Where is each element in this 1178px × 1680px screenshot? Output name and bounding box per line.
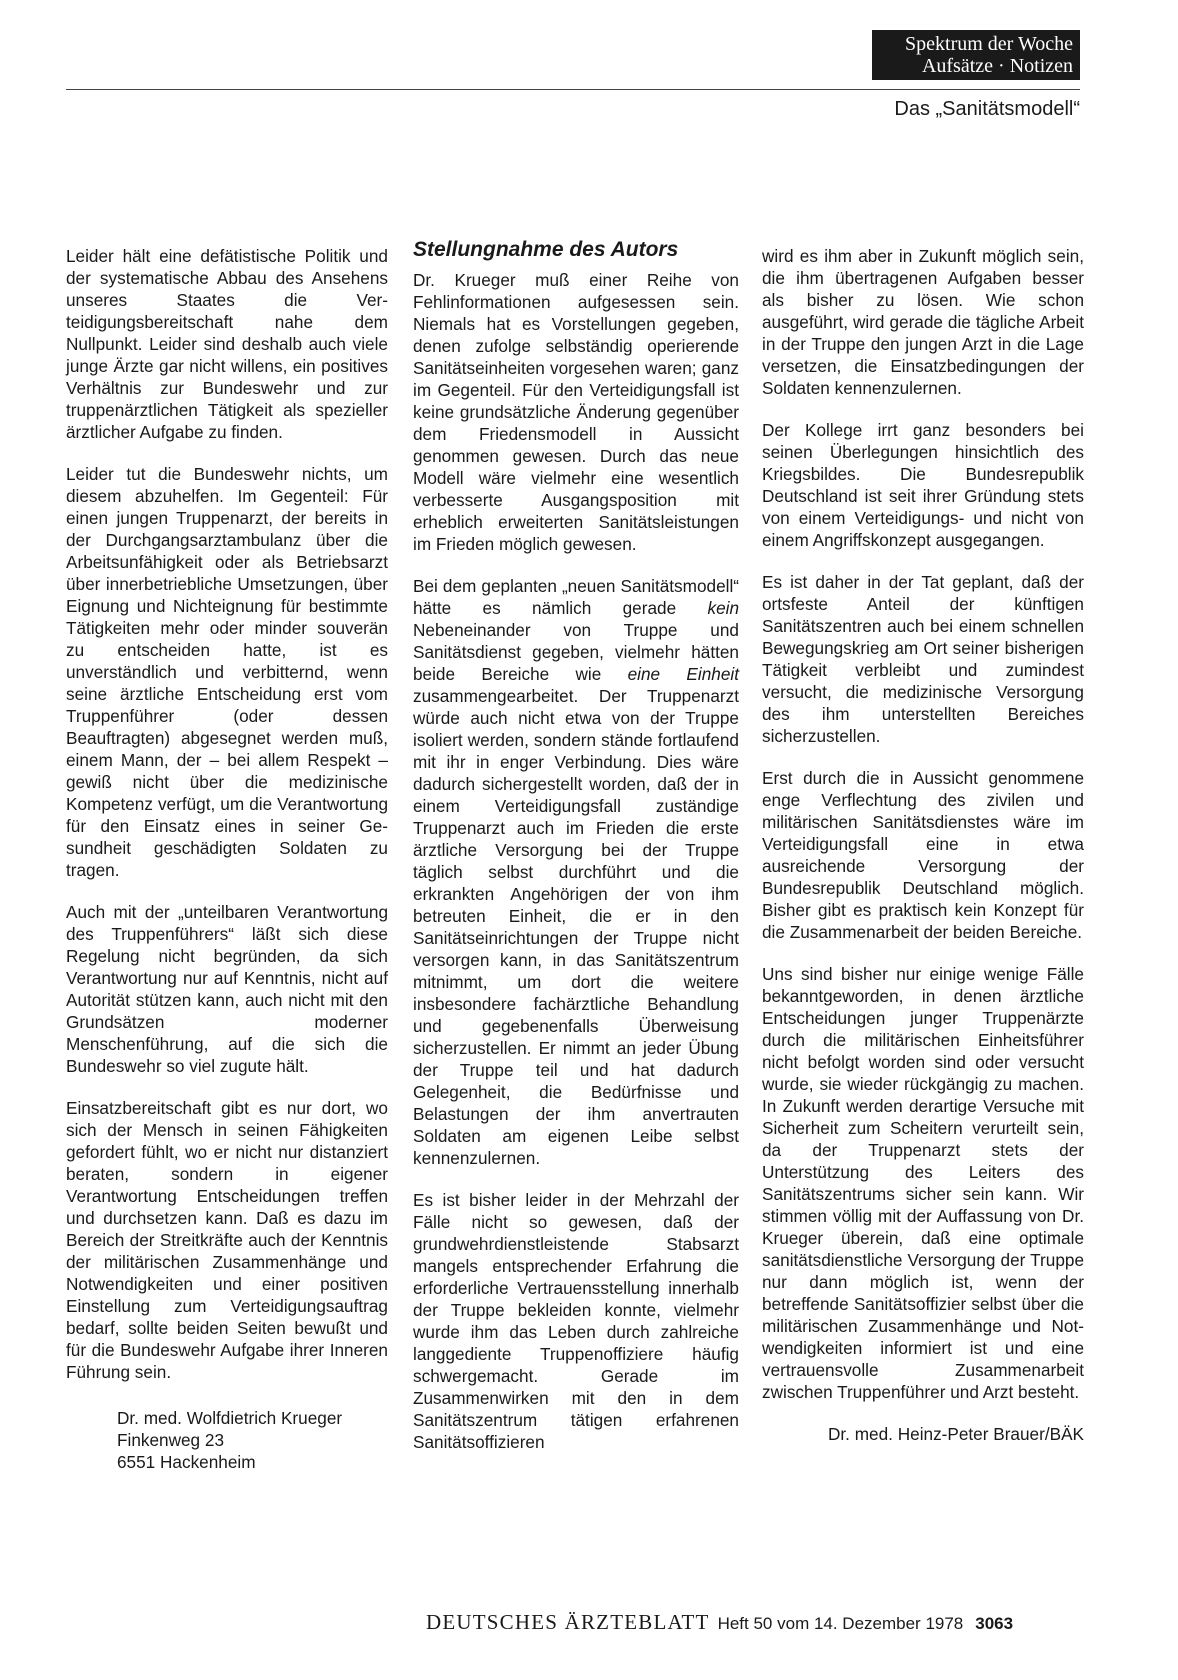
paragraph: Dr. Krueger muß einer Reihe von Fehlinformationen aufgesessen sein. Niemals hat es Vorstellungen gegeben, denen zufolge selbständig operierende Sanitätseinheiten vorgesehen waren; ganz im Gegenteil. Für den Verteidigungsfall ist keine grundsätzliche Änderung gegenüber dem Friedensmodell in Aussicht genommen gewesen. Durch das neue Modell wäre vielmehr eine wesentlich verbesserte Ausgangsposition mit erheblich erweiterten Sanitätsleistungen im Frieden möglich gewesen. bbox=[413, 270, 739, 554]
paragraph: Einsatzbereitschaft gibt es nur dort, wo sich der Mensch in seinen Fähigkeiten gefordert fühlt, wo er nicht nur distanziert beraten, sondern in eigener Verantwortung Entscheidungen treffen und durchsetzen kann. Daß es dazu im Bereich der Streitkräfte auch der Kenntnis der militärischen Zusammenhänge und Notwendigkeiten und einer positiven Einstellung zum Verteidigungsauftrag bedarf, sollte beiden Seiten bewußt und für die Bundeswehr Aufgabe ihrer Inneren Führung sein. bbox=[66, 1098, 388, 1382]
section-label-line1: Spektrum der Woche bbox=[905, 33, 1073, 55]
author-signature bbox=[117, 1407, 388, 1473]
author-name: Dr. med. Wolfdietrich Krueger bbox=[117, 1408, 343, 1428]
page-number: 3063 bbox=[975, 1614, 1014, 1633]
issue-info: Heft 50 vom 14. Dezember 1978 bbox=[717, 1614, 964, 1633]
author-city: 6551 Hackenheim bbox=[117, 1452, 256, 1472]
paragraph: Es ist daher in der Tat geplant, daß der ortsfeste Anteil der künftigen Sanitätszentren auch bei einem schnellen Bewegungskrieg am Ort seiner bisherigen Tätigkeit verbleibt und zumindest versucht, die medizinische Versorgung des ihm unterstellten Bereiches sicherzustellen. bbox=[762, 572, 1084, 746]
paragraph: Der Kollege irrt ganz besonders bei seinen Überlegungen hinsichtlich des Kriegsbildes. Die Bundesrepublik Deutschland ist seit ihrer Gründung stets von einem Verteidigungs- und nicht von einem Angriffskonzept ausgegangen. bbox=[762, 420, 1084, 550]
response-signature: Dr. med. Heinz-Peter Brauer/BÄK bbox=[828, 1424, 1084, 1444]
text-run: zusammengearbeitet. Der Truppenarzt würde auch nicht etwa von der Truppe isoliert werden, sondern stände fortlaufend mit ihr in enger Verbindung. Dies wäre dadurch sichergestellt worden, daß der in einem Verteidigungsfall zuständige Truppenarzt auch im Frieden die erste ärztliche Versorgung bei der Truppe täglich selbst durchführt und die erkrankten Angehörigen der von ihm betreuten Einheit, die er in den Sanitätseinrichtungen der Truppe nicht versorgen kann, in das Sanitätszentrum mitnimmt, um dort die weitere insbesondere fachärztliche Behandlung und gegebenenfalls Überweisung sicherzustellen. Er nimmt an jeder Übung der Truppe teil und hat dadurch Gelegenheit, die Bedürfnisse und Belastungen der ihm anvertrauten Soldaten am eigenen Leibe selbst kennenzulernen. bbox=[413, 686, 739, 1168]
paragraph: Auch mit der „unteilbaren Verantwortung des Truppenführers“ läßt sich diese Regelung nicht begründen, da sich Verantwortung nur auf Kenntnis, nicht auf Autorität stützen kann, auch nicht mit den Grundsätzen moderner Menschenführung, auf die sich die Bundeswehr so viel zugute hält. bbox=[66, 902, 388, 1076]
page-footer bbox=[66, 1610, 1086, 1635]
running-title: Das „Sanitätsmodell“ bbox=[894, 98, 1080, 120]
column-3 bbox=[762, 245, 1084, 1445]
emphasis-text: eine Einheit bbox=[627, 664, 739, 684]
text-run: Bei dem geplanten „neuen Sanitätsmodell“ hätte es nämlich gerade bbox=[413, 576, 739, 618]
journal-title: DEUTSCHES ÄRZTEBLATT bbox=[426, 1610, 710, 1634]
author-street: Finkenweg 23 bbox=[117, 1430, 225, 1450]
paragraph: Es ist bisher leider in der Mehrzahl der Fälle nicht so gewesen, daß der grundwehrdienstleistende Stabsarzt mangels entsprechender Erfahrung die erforderliche Vertrauensstellung innerhalb der Truppe bekleiden konnte, vielmehr wurde ihm das Leben durch zahlreiche langgediente Truppenoffiziere häufig schwergemacht. Gerade im Zusammenwirken mit den in dem Sanitätszentrum tätigen erfahrenen Sanitätsoffizieren bbox=[413, 1190, 739, 1452]
paragraph: Uns sind bisher nur einige wenige Fälle bekanntgeworden, in denen ärztliche Entscheidungen junger Truppenärzte durch die militärischen Einheitsführer nicht befolgt worden sind oder versucht wurde, sie wieder rückgängig zu machen. In Zukunft werden derartige Versuche mit Sicherheit zum Scheitern verurteilt sein, da der Truppenarzt stets der Unterstützung des Leiters des Sanitätszentrums sicher sein kann. Wir stimmen völlig mit der Auffassung von Dr. Krueger überein, daß eine optimale sanitätsdienstliche Versorgung der Truppe nur dann möglich ist, wenn der betreffende Sanitätsoffizier selbst über die militärischen Zusammenhänge und Notwendigkeiten informiert ist und eine vertrauensvolle Zusammenarbeit zwischen Truppenführer und Arzt besteht. bbox=[762, 964, 1084, 1402]
section-heading: Stellungnahme des Autors bbox=[413, 238, 679, 261]
paragraph: Leider hält eine defätistische Politik und der systematische Abbau des Ansehens unseres Staates die Verteidigungsbereitschaft nahe dem Nullpunkt. Leider sind deshalb auch viele junge Ärzte gar nicht willens, ein positives Verhältnis zur Bundeswehr und zur truppenärztlichen Tätigkeit als spezieller ärztlicher Aufgabe zu finden. bbox=[66, 246, 388, 442]
paragraph: Leider tut die Bundeswehr nichts, um diesem abzuhelfen. Im Gegenteil: Für einen jungen Truppenarzt, der bereits in der Durchgangsarztambulanz über die Arbeitsunfähigkeit oder als Betriebsarzt über innerbetriebliche Umsetzungen, über Eignung und Nichteignung für bestimmte Tätigkeiten mehr oder minder souverän zu entscheiden hatte, ist es unverständlich und verbitternd, wenn seine ärztliche Entscheidung erst vom Truppenführer (oder dessen Beauftragten) abgesegnet werden muß, einem Mann, der – bei allem Respekt – gewiß nicht über die medizinische Kompetenz verfügt, um die Verantwortung für den Einsatz eines in seiner Gesundheit geschädigten Soldaten zu tragen. bbox=[66, 464, 388, 880]
column-1 bbox=[66, 245, 388, 1473]
section-label-line2: Aufsätze · Notizen bbox=[921, 55, 1073, 77]
paragraph bbox=[413, 575, 739, 1169]
paragraph: Erst durch die in Aussicht genommene enge Verflechtung des zivilen und militärischen Sanitätsdienstes wäre im Verteidigungsfall eine in etwa ausreichende Versorgung der Bundesrepublik Deutschland möglich. Bisher gibt es praktisch kein Konzept für die Zusammenarbeit der beiden Bereiche. bbox=[762, 768, 1084, 942]
section-label-box bbox=[872, 30, 1080, 80]
emphasis-text: kein bbox=[707, 598, 739, 618]
header-rule bbox=[66, 89, 1080, 90]
paragraph: wird es ihm aber in Zukunft möglich sein, die ihm übertragenen Aufgaben besser als bisher zu lösen. Wie schon ausgeführt, wird gerade die tägliche Arbeit in der Truppe den jungen Arzt in die Lage versetzen, die Einsatzbedingungen der Soldaten kennenzulernen. bbox=[762, 246, 1084, 398]
column-2 bbox=[413, 269, 739, 1473]
text-run: Nebeneinander von Truppe und Sanitätsdienst gegeben, vielmehr hätten beide Bereiche wie bbox=[413, 620, 739, 684]
